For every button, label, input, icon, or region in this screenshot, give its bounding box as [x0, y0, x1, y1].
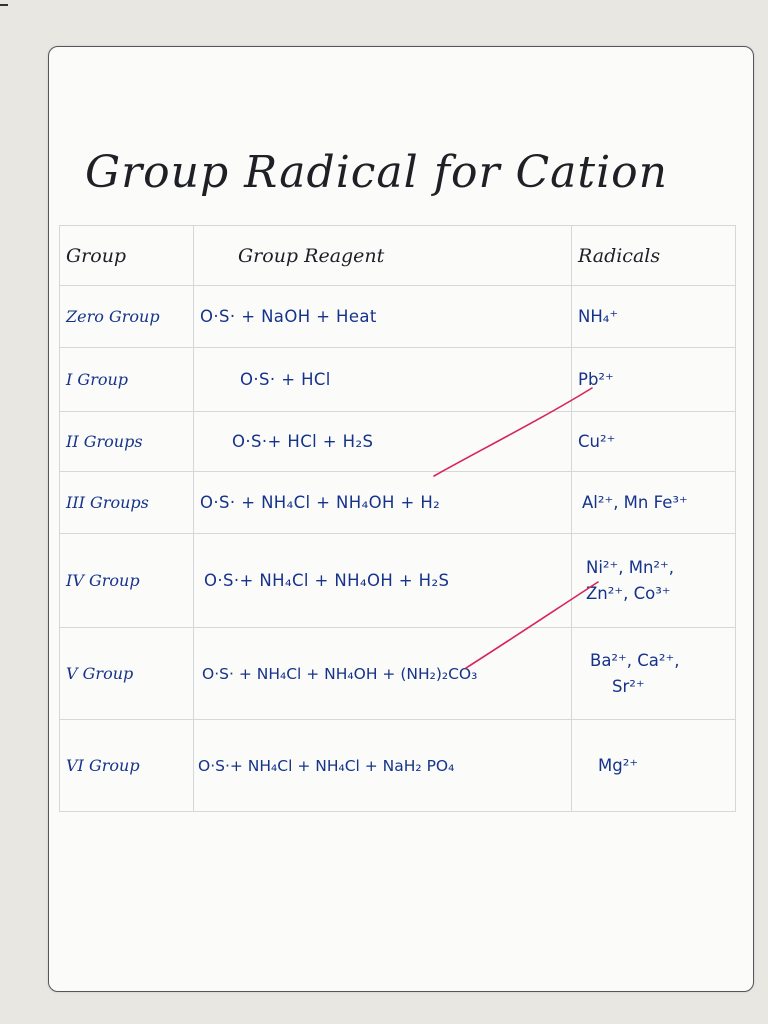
reagent-cell: O·S·+ NH₄Cl + NH₄OH + H₂S: [194, 534, 572, 628]
group-cell: Zero Group: [60, 286, 194, 348]
page-title: Group Radical for Cation: [85, 147, 668, 198]
radical-text: Pb²⁺: [578, 369, 614, 389]
table-row: [60, 534, 736, 628]
group-cell: I Group: [60, 348, 194, 412]
radical-cell: [572, 628, 736, 720]
radical-text: Zn²⁺, Co³⁺: [586, 583, 671, 603]
radical-text: Ba²⁺, Ca²⁺,: [590, 650, 680, 670]
group-cell: V Group: [60, 628, 194, 720]
reagent-cell: O·S·+ HCl + H₂S: [194, 412, 572, 472]
header-reagent: Group Reagent: [194, 226, 572, 286]
table-row: [60, 628, 736, 720]
group-cell: VI Group: [60, 720, 194, 812]
reagent-cell: O·S· + NH₄Cl + NH₄OH + (NH₂)₂CO₃: [194, 628, 572, 720]
notebook-page: [48, 46, 754, 992]
radical-text: Sr²⁺: [612, 676, 645, 696]
header-radicals: Radicals: [572, 226, 736, 286]
radical-text: NH₄⁺: [578, 306, 619, 326]
table-row: [60, 472, 736, 534]
reagent-cell: O·S· + NaOH + Heat: [194, 286, 572, 348]
table-row: [60, 348, 736, 412]
radicals-table: [59, 225, 736, 812]
group-cell: IV Group: [60, 534, 194, 628]
table-row: [60, 286, 736, 348]
radical-cell: [572, 472, 736, 534]
radical-text: Mg²⁺: [598, 755, 639, 775]
radical-text: Cu²⁺: [578, 431, 616, 451]
radical-text: Al²⁺, Mn Fe³⁺: [582, 492, 688, 512]
group-cell: III Groups: [60, 472, 194, 534]
group-cell: II Groups: [60, 412, 194, 472]
radical-cell: [572, 348, 736, 412]
table-row: [60, 412, 736, 472]
reagent-cell: O·S· + NH₄Cl + NH₄OH + H₂: [194, 472, 572, 534]
header-group: Group: [60, 226, 194, 286]
radical-cell: [572, 286, 736, 348]
radical-cell: [572, 720, 736, 812]
radical-cell: [572, 412, 736, 472]
reagent-cell: O·S·+ NH₄Cl + NH₄Cl + NaH₂ PO₄: [194, 720, 572, 812]
radical-cell: [572, 534, 736, 628]
table-row: [60, 720, 736, 812]
corner-mark: [0, 4, 8, 6]
table-header-row: [60, 226, 736, 286]
reagent-cell: O·S· + HCl: [194, 348, 572, 412]
radical-text: Ni²⁺, Mn²⁺,: [586, 557, 675, 577]
